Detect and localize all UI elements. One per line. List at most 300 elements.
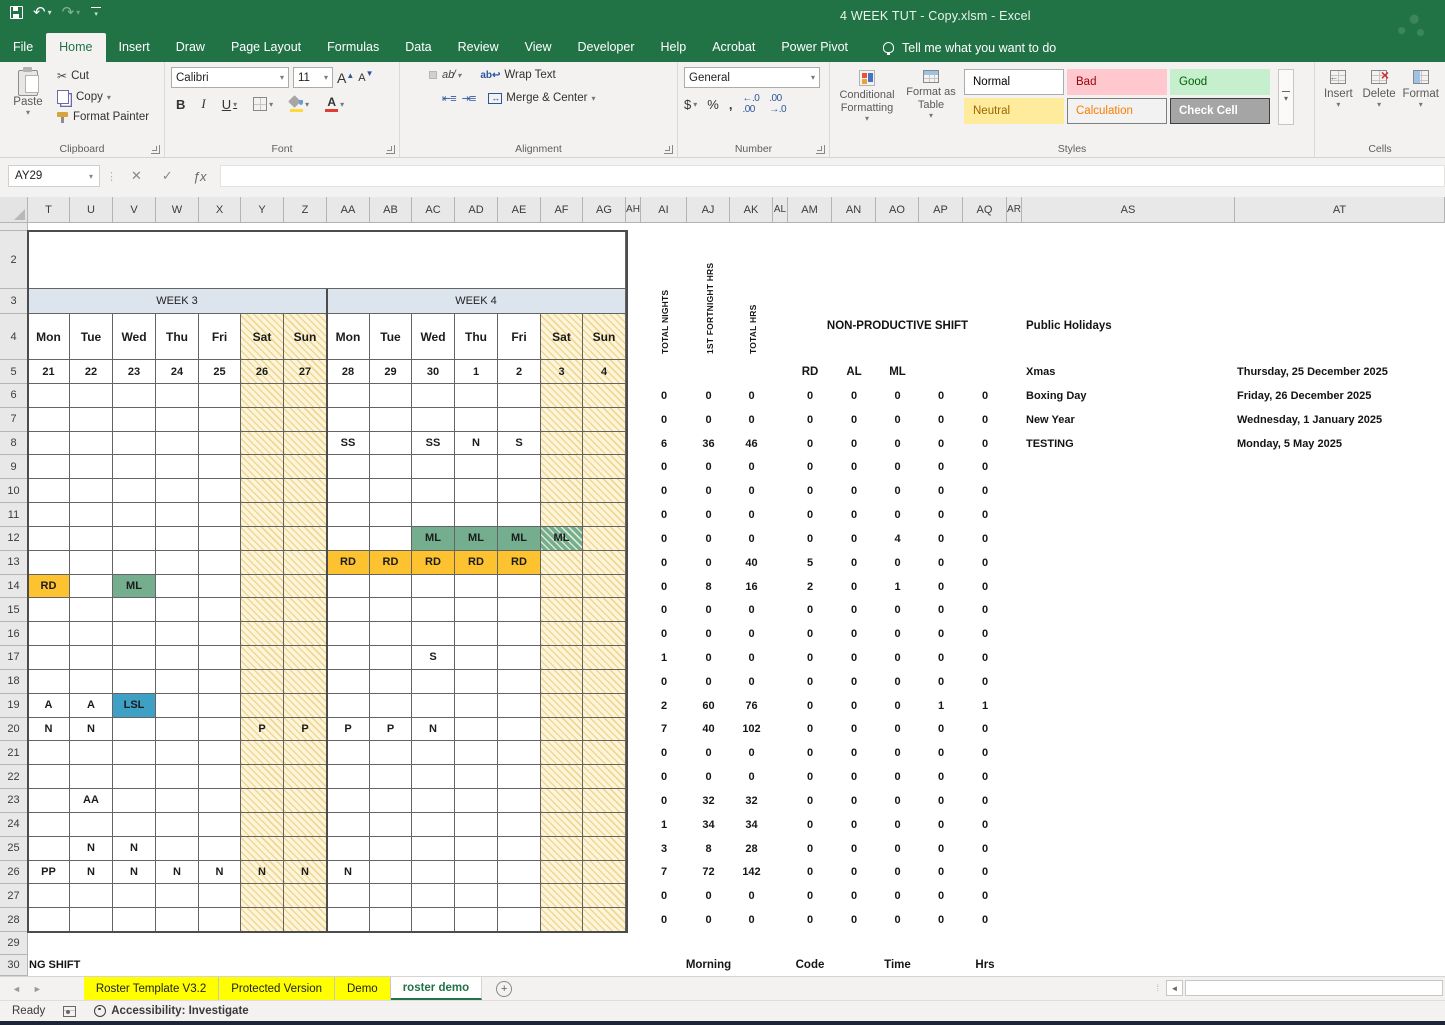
cell-AB12[interactable]	[370, 527, 412, 551]
format-painter-button[interactable]	[54, 109, 152, 125]
font-color-button[interactable]: A ▾	[320, 95, 349, 113]
cell-AI12[interactable]: 0	[660, 532, 668, 545]
row-header-27[interactable]: 27	[0, 884, 28, 908]
cell-AQ22[interactable]: 0	[981, 771, 989, 784]
cell-X17[interactable]	[199, 646, 241, 670]
cell-Z21[interactable]	[284, 741, 327, 765]
cell-AJ22[interactable]: 0	[705, 771, 712, 784]
cell-AO14[interactable]: 1	[894, 580, 901, 593]
cell-AP23[interactable]: 0	[937, 794, 945, 807]
cell-AM21[interactable]: 0	[806, 747, 814, 760]
cell-AB21[interactable]	[370, 741, 412, 765]
cell-X15[interactable]	[199, 598, 241, 622]
cell-W14[interactable]	[156, 575, 199, 599]
cell-AM10[interactable]: 0	[806, 485, 814, 498]
cell-Y13[interactable]	[241, 551, 284, 575]
cell-AD16[interactable]	[455, 622, 498, 646]
col-header-AC[interactable]: AC	[412, 197, 455, 223]
align-top-icon[interactable]	[406, 72, 412, 78]
cell-AM25[interactable]: 0	[806, 842, 814, 855]
ribbon-tab-home[interactable]: Home	[46, 33, 105, 62]
row-header-17[interactable]: 17	[0, 646, 28, 670]
cell-AP9[interactable]: 0	[937, 461, 945, 474]
cell-AN11[interactable]: 0	[850, 509, 858, 522]
cell-AB13[interactable]: RD	[370, 551, 412, 575]
clipboard-dialog-launcher[interactable]	[151, 145, 160, 154]
cell-AB25[interactable]	[370, 837, 412, 861]
cell-AD28[interactable]	[455, 908, 498, 932]
cell-T27[interactable]	[28, 884, 70, 908]
cell-AP22[interactable]: 0	[937, 771, 945, 784]
cell-T13[interactable]	[28, 551, 70, 575]
holiday-date-4[interactable]: Monday, 5 May 2025	[1237, 437, 1342, 450]
cell-AA27[interactable]	[327, 884, 370, 908]
cell-AB16[interactable]	[370, 622, 412, 646]
cell-AF18[interactable]	[541, 670, 583, 694]
np-col-label-al[interactable]: AL	[846, 366, 862, 378]
cell-AM7[interactable]: 0	[806, 413, 814, 426]
holiday-name-2[interactable]: Boxing Day	[1026, 389, 1087, 402]
cell-AI15[interactable]: 0	[660, 604, 668, 617]
cell-AF27[interactable]	[541, 884, 583, 908]
cell-Z6[interactable]	[284, 384, 327, 408]
cell-AO21[interactable]: 0	[894, 747, 901, 760]
cell-AJ25[interactable]: 8	[705, 842, 712, 855]
col-header-AO[interactable]: AO	[876, 197, 919, 223]
cell-AE8[interactable]: S	[498, 432, 541, 456]
cell-AI18[interactable]: 0	[660, 675, 668, 688]
cell-V9[interactable]	[113, 455, 156, 479]
cell-Z15[interactable]	[284, 598, 327, 622]
holiday-name-4[interactable]: TESTING	[1026, 437, 1074, 450]
cell-X9[interactable]	[199, 455, 241, 479]
col-header-AA[interactable]: AA	[327, 197, 370, 223]
cell-AP15[interactable]: 0	[937, 604, 945, 617]
cell-Y7[interactable]	[241, 408, 284, 432]
cell-AO7[interactable]: 0	[894, 413, 901, 426]
cell-AF28[interactable]	[541, 908, 583, 932]
ribbon-tab-developer[interactable]: Developer	[577, 40, 635, 54]
cell-AN19[interactable]: 0	[850, 699, 858, 712]
row-header-26[interactable]: 26	[0, 861, 28, 885]
date-header-AG[interactable]: 4	[583, 360, 626, 384]
np-col-label-ml[interactable]: ML	[889, 366, 906, 378]
cell-AN15[interactable]: 0	[850, 604, 858, 617]
redo-icon[interactable]: ↷ ▾	[61, 4, 81, 21]
cell-W7[interactable]	[156, 408, 199, 432]
cell-AF24[interactable]	[541, 813, 583, 837]
cell-AI10[interactable]: 0	[660, 485, 668, 498]
cell-AC10[interactable]	[412, 479, 455, 503]
cell-AG14[interactable]	[583, 575, 626, 599]
cell-AF19[interactable]	[541, 694, 583, 718]
cell-AA25[interactable]	[327, 837, 370, 861]
cell-AE15[interactable]	[498, 598, 541, 622]
cell-W26[interactable]: N	[156, 861, 199, 885]
cell-AF14[interactable]	[541, 575, 583, 599]
cell-AO8[interactable]: 0	[894, 437, 901, 450]
cell-AF26[interactable]	[541, 861, 583, 885]
cell-AE25[interactable]	[498, 837, 541, 861]
cell-AD13[interactable]: RD	[455, 551, 498, 575]
cell-AJ16[interactable]: 0	[705, 628, 712, 641]
cell-AE27[interactable]	[498, 884, 541, 908]
col-header-AF[interactable]: AF	[541, 197, 583, 223]
font-dialog-launcher[interactable]	[386, 145, 395, 154]
cell-AD10[interactable]	[455, 479, 498, 503]
cell-AM26[interactable]: 0	[806, 866, 814, 879]
col-header-W[interactable]: W	[156, 197, 199, 223]
cell-Z16[interactable]	[284, 622, 327, 646]
cell-AN26[interactable]: 0	[850, 866, 858, 879]
cell-Y21[interactable]	[241, 741, 284, 765]
cell-U14[interactable]	[70, 575, 113, 599]
cell-W20[interactable]	[156, 718, 199, 742]
row-header-21[interactable]: 21	[0, 741, 28, 765]
cell-AM16[interactable]: 0	[806, 628, 814, 641]
cell-AD26[interactable]	[455, 861, 498, 885]
cell-AP20[interactable]: 0	[937, 723, 945, 736]
cell-Y25[interactable]	[241, 837, 284, 861]
cell-AI16[interactable]: 0	[660, 628, 668, 641]
ribbon-tab-page-layout[interactable]: Page Layout	[230, 40, 302, 54]
cell-AQ24[interactable]: 0	[981, 818, 989, 831]
date-header-AB[interactable]: 29	[370, 360, 412, 384]
cell-AG26[interactable]	[583, 861, 626, 885]
cell-AK19[interactable]: 76	[745, 699, 758, 712]
cell-AM6[interactable]: 0	[806, 389, 814, 402]
day-header-V[interactable]: Wed	[113, 314, 156, 360]
cell-AG15[interactable]	[583, 598, 626, 622]
cell-AC16[interactable]	[412, 622, 455, 646]
cell-U20[interactable]: N	[70, 718, 113, 742]
cell-AF15[interactable]	[541, 598, 583, 622]
cell-AK22[interactable]: 0	[748, 771, 755, 784]
cell-AQ14[interactable]: 0	[981, 580, 989, 593]
cell-T17[interactable]	[28, 646, 70, 670]
cell-AE7[interactable]	[498, 408, 541, 432]
cell-X27[interactable]	[199, 884, 241, 908]
cell-T2-merged[interactable]	[28, 231, 626, 289]
col-header-AE[interactable]: AE	[498, 197, 541, 223]
col-header-AL[interactable]: AL	[773, 197, 788, 223]
cell-V16[interactable]	[113, 622, 156, 646]
cell-AI17[interactable]: 1	[660, 651, 668, 664]
decrease-indent-icon[interactable]: ⇤≡	[442, 92, 456, 105]
name-box[interactable]	[8, 165, 100, 187]
cell-U24[interactable]	[70, 813, 113, 837]
cell-Y11[interactable]	[241, 503, 284, 527]
cell-AG23[interactable]	[583, 789, 626, 813]
cell-AM14[interactable]: 2	[806, 580, 814, 593]
cell-U25[interactable]: N	[70, 837, 113, 861]
enter-icon[interactable]: ✓	[161, 168, 173, 183]
cell-AJ21[interactable]: 0	[705, 747, 712, 760]
row30-label-time[interactable]: Time	[884, 958, 911, 971]
cell-AI28[interactable]: 0	[660, 914, 668, 927]
cell-AA15[interactable]	[327, 598, 370, 622]
scroll-left-icon[interactable]: ◄	[1166, 980, 1183, 996]
cell-AG25[interactable]	[583, 837, 626, 861]
day-header-T[interactable]: Mon	[28, 314, 70, 360]
ribbon-tab-draw[interactable]: Draw	[175, 40, 205, 54]
cell-AB27[interactable]	[370, 884, 412, 908]
cell-AE6[interactable]	[498, 384, 541, 408]
cell-AB10[interactable]	[370, 479, 412, 503]
cell-AC17[interactable]: S	[412, 646, 455, 670]
cell-AF13[interactable]	[541, 551, 583, 575]
cell-AD23[interactable]	[455, 789, 498, 813]
cell-X14[interactable]	[199, 575, 241, 599]
cell-X22[interactable]	[199, 765, 241, 789]
cell-AP26[interactable]: 0	[937, 866, 945, 879]
cell-AD12[interactable]: ML	[455, 527, 498, 551]
cell-AO24[interactable]: 0	[894, 818, 901, 831]
cell-AJ18[interactable]: 0	[705, 675, 712, 688]
cell-T19[interactable]: A	[28, 694, 70, 718]
col-header-AQ[interactable]: AQ	[963, 197, 1007, 223]
cell-Z19[interactable]	[284, 694, 327, 718]
cell-AM20[interactable]: 0	[806, 723, 814, 736]
cell-AE13[interactable]: RD	[498, 551, 541, 575]
cell-Z9[interactable]	[284, 455, 327, 479]
cell-AG27[interactable]	[583, 884, 626, 908]
orientation-button[interactable]: ab̸ ▾	[442, 69, 462, 81]
date-header-T[interactable]: 21	[28, 360, 70, 384]
merge-center-button[interactable]: ↔ Merge & Center ▾	[485, 90, 598, 106]
cell-AQ12[interactable]: 0	[981, 532, 989, 545]
cell-AF23[interactable]	[541, 789, 583, 813]
cell-AO22[interactable]: 0	[894, 771, 901, 784]
cell-AP18[interactable]: 0	[937, 675, 945, 688]
cell-U27[interactable]	[70, 884, 113, 908]
alignment-dialog-launcher[interactable]	[664, 145, 673, 154]
cell-AK28[interactable]: 0	[748, 914, 755, 927]
cell-AA24[interactable]	[327, 813, 370, 837]
cell-AI13[interactable]: 0	[660, 556, 668, 569]
cell-Y26[interactable]: N	[241, 861, 284, 885]
cell-V24[interactable]	[113, 813, 156, 837]
cell-V15[interactable]	[113, 598, 156, 622]
cell-U23[interactable]: AA	[70, 789, 113, 813]
cell-U17[interactable]	[70, 646, 113, 670]
cell-AA10[interactable]	[327, 479, 370, 503]
cell-AC23[interactable]	[412, 789, 455, 813]
day-header-AC[interactable]: Wed	[412, 314, 455, 360]
cell-AO20[interactable]: 0	[894, 723, 901, 736]
cell-AC26[interactable]	[412, 861, 455, 885]
cell-AQ26[interactable]: 0	[981, 866, 989, 879]
cell-W9[interactable]	[156, 455, 199, 479]
cell-Y14[interactable]	[241, 575, 284, 599]
cell-AN14[interactable]: 0	[850, 580, 858, 593]
cell-AB17[interactable]	[370, 646, 412, 670]
holiday-name-3[interactable]: New Year	[1026, 413, 1075, 426]
cell-AD17[interactable]	[455, 646, 498, 670]
cell-AO10[interactable]: 0	[894, 485, 901, 498]
cell-V23[interactable]	[113, 789, 156, 813]
cell-Z24[interactable]	[284, 813, 327, 837]
cell-AI27[interactable]: 0	[660, 890, 668, 903]
cell-AF11[interactable]	[541, 503, 583, 527]
cell-AM15[interactable]: 0	[806, 604, 814, 617]
cell-AI26[interactable]: 7	[660, 866, 668, 879]
cell-AC24[interactable]	[412, 813, 455, 837]
cell-AG20[interactable]	[583, 718, 626, 742]
day-header-AE[interactable]: Fri	[498, 314, 541, 360]
cell-AO12[interactable]: 4	[894, 532, 901, 545]
cell-AC22[interactable]	[412, 765, 455, 789]
cell-AJ7[interactable]: 0	[705, 413, 712, 426]
col-header-AB[interactable]: AB	[370, 197, 412, 223]
cell-AP10[interactable]: 0	[937, 485, 945, 498]
cell-AN7[interactable]: 0	[850, 413, 858, 426]
cell-AI22[interactable]: 0	[660, 771, 668, 784]
cell-AD14[interactable]	[455, 575, 498, 599]
cell-AO9[interactable]: 0	[894, 461, 901, 474]
row30-label-hrs[interactable]: Hrs	[975, 958, 995, 971]
cell-AE20[interactable]	[498, 718, 541, 742]
cell-U28[interactable]	[70, 908, 113, 932]
cell-AB20[interactable]: P	[370, 718, 412, 742]
col-header-AM[interactable]: AM	[788, 197, 832, 223]
insert-cells-button[interactable]: ← Insert ▾	[1321, 67, 1356, 140]
date-header-X[interactable]: 25	[199, 360, 241, 384]
number-dialog-launcher[interactable]	[816, 145, 825, 154]
cell-AO26[interactable]: 0	[894, 866, 901, 879]
col-header-AS[interactable]: AS	[1022, 197, 1235, 223]
cell-AM9[interactable]: 0	[806, 461, 814, 474]
number-format-combo[interactable]: General ▾	[684, 67, 820, 88]
cell-AO6[interactable]: 0	[894, 389, 901, 402]
row-header-7[interactable]: 7	[0, 408, 28, 432]
align-center-icon[interactable]	[418, 95, 424, 101]
holiday-name-1[interactable]: Xmas	[1026, 366, 1056, 378]
holiday-date-3[interactable]: Wednesday, 1 January 2025	[1237, 413, 1383, 426]
day-header-AF[interactable]: Sat	[541, 314, 583, 360]
cell-AO17[interactable]: 0	[894, 651, 901, 664]
row-header-9[interactable]: 9	[0, 455, 28, 479]
cell-AD7[interactable]	[455, 408, 498, 432]
cell-AQ16[interactable]: 0	[981, 628, 989, 641]
cell-AJ14[interactable]: 8	[705, 580, 712, 593]
cell-AF16[interactable]	[541, 622, 583, 646]
cell-AI20[interactable]: 7	[660, 723, 668, 736]
cell-AC14[interactable]	[412, 575, 455, 599]
cell-Z10[interactable]	[284, 479, 327, 503]
cell-V25[interactable]: N	[113, 837, 156, 861]
increase-indent-icon[interactable]: ⇥≡	[461, 92, 476, 105]
cell-AC19[interactable]	[412, 694, 455, 718]
cell-AO19[interactable]: 0	[894, 699, 901, 712]
cell-AE17[interactable]	[498, 646, 541, 670]
cell-W15[interactable]	[156, 598, 199, 622]
cell-W11[interactable]	[156, 503, 199, 527]
cell-Z18[interactable]	[284, 670, 327, 694]
cell-AM13[interactable]: 5	[806, 556, 814, 569]
cell-Z27[interactable]	[284, 884, 327, 908]
row-header-13[interactable]: 13	[0, 551, 28, 575]
cell-W8[interactable]	[156, 432, 199, 456]
cell-AN10[interactable]: 0	[850, 485, 858, 498]
cell-T24[interactable]	[28, 813, 70, 837]
row-header-28[interactable]: 28	[0, 908, 28, 932]
col-header-AJ[interactable]: AJ	[687, 197, 730, 223]
cell-AP25[interactable]: 0	[937, 842, 945, 855]
cell-AC6[interactable]	[412, 384, 455, 408]
day-header-Y[interactable]: Sat	[241, 314, 284, 360]
cell-AA17[interactable]	[327, 646, 370, 670]
cell-U26[interactable]: N	[70, 861, 113, 885]
cell-Y12[interactable]	[241, 527, 284, 551]
cell-AN18[interactable]: 0	[850, 675, 858, 688]
cell-W17[interactable]	[156, 646, 199, 670]
cell-style-good[interactable]: Good	[1170, 69, 1270, 95]
cell-T16[interactable]	[28, 622, 70, 646]
cell-AO28[interactable]: 0	[894, 914, 901, 927]
col-header-AR[interactable]: AR	[1007, 197, 1022, 223]
cell-X6[interactable]	[199, 384, 241, 408]
cell-V13[interactable]	[113, 551, 156, 575]
cell-AJ23[interactable]: 32	[702, 794, 715, 807]
font-name-combo[interactable]: Calibri ▾	[171, 67, 289, 88]
cell-AE26[interactable]	[498, 861, 541, 885]
conditional-formatting-button[interactable]: Conditional Formatting ▾	[836, 67, 898, 140]
row-header-6[interactable]: 6	[0, 384, 28, 408]
cell-T8[interactable]	[28, 432, 70, 456]
cell-U13[interactable]	[70, 551, 113, 575]
cell-AA19[interactable]	[327, 694, 370, 718]
row-header-25[interactable]: 25	[0, 837, 28, 861]
cell-AB19[interactable]	[370, 694, 412, 718]
date-header-U[interactable]: 22	[70, 360, 113, 384]
cell-AN25[interactable]: 0	[850, 842, 858, 855]
cell-W12[interactable]	[156, 527, 199, 551]
cell-AM24[interactable]: 0	[806, 818, 814, 831]
date-header-Z[interactable]: 27	[284, 360, 327, 384]
cell-T26[interactable]: PP	[28, 861, 70, 885]
date-header-AD[interactable]: 1	[455, 360, 498, 384]
cell-AF25[interactable]	[541, 837, 583, 861]
col-header-AK[interactable]: AK	[730, 197, 773, 223]
cell-AP6[interactable]: 0	[937, 389, 945, 402]
cell-AQ27[interactable]: 0	[981, 890, 989, 903]
borders-button[interactable]: ▾	[248, 96, 278, 112]
cell-AB22[interactable]	[370, 765, 412, 789]
cell-AK11[interactable]: 0	[748, 509, 755, 522]
cell-AG18[interactable]	[583, 670, 626, 694]
sheet-tab-roster-demo[interactable]: roster demo	[391, 977, 482, 1000]
row-header-3[interactable]: 3	[0, 289, 28, 314]
cell-AD15[interactable]	[455, 598, 498, 622]
day-header-Z[interactable]: Sun	[284, 314, 327, 360]
cell-style-check-cell[interactable]: Check Cell	[1170, 98, 1270, 124]
cell-Z14[interactable]	[284, 575, 327, 599]
cell-AO13[interactable]: 0	[894, 556, 901, 569]
cell-AB23[interactable]	[370, 789, 412, 813]
cell-AC20[interactable]: N	[412, 718, 455, 742]
cell-AC13[interactable]: RD	[412, 551, 455, 575]
cell-AP27[interactable]: 0	[937, 890, 945, 903]
cell-AC7[interactable]	[412, 408, 455, 432]
cell-T18[interactable]	[28, 670, 70, 694]
cell-AG17[interactable]	[583, 646, 626, 670]
cell-AB26[interactable]	[370, 861, 412, 885]
cell-AA18[interactable]	[327, 670, 370, 694]
decrease-font-icon[interactable]: A▼	[358, 68, 374, 84]
cell-AC21[interactable]	[412, 741, 455, 765]
col-header-X[interactable]: X	[199, 197, 241, 223]
